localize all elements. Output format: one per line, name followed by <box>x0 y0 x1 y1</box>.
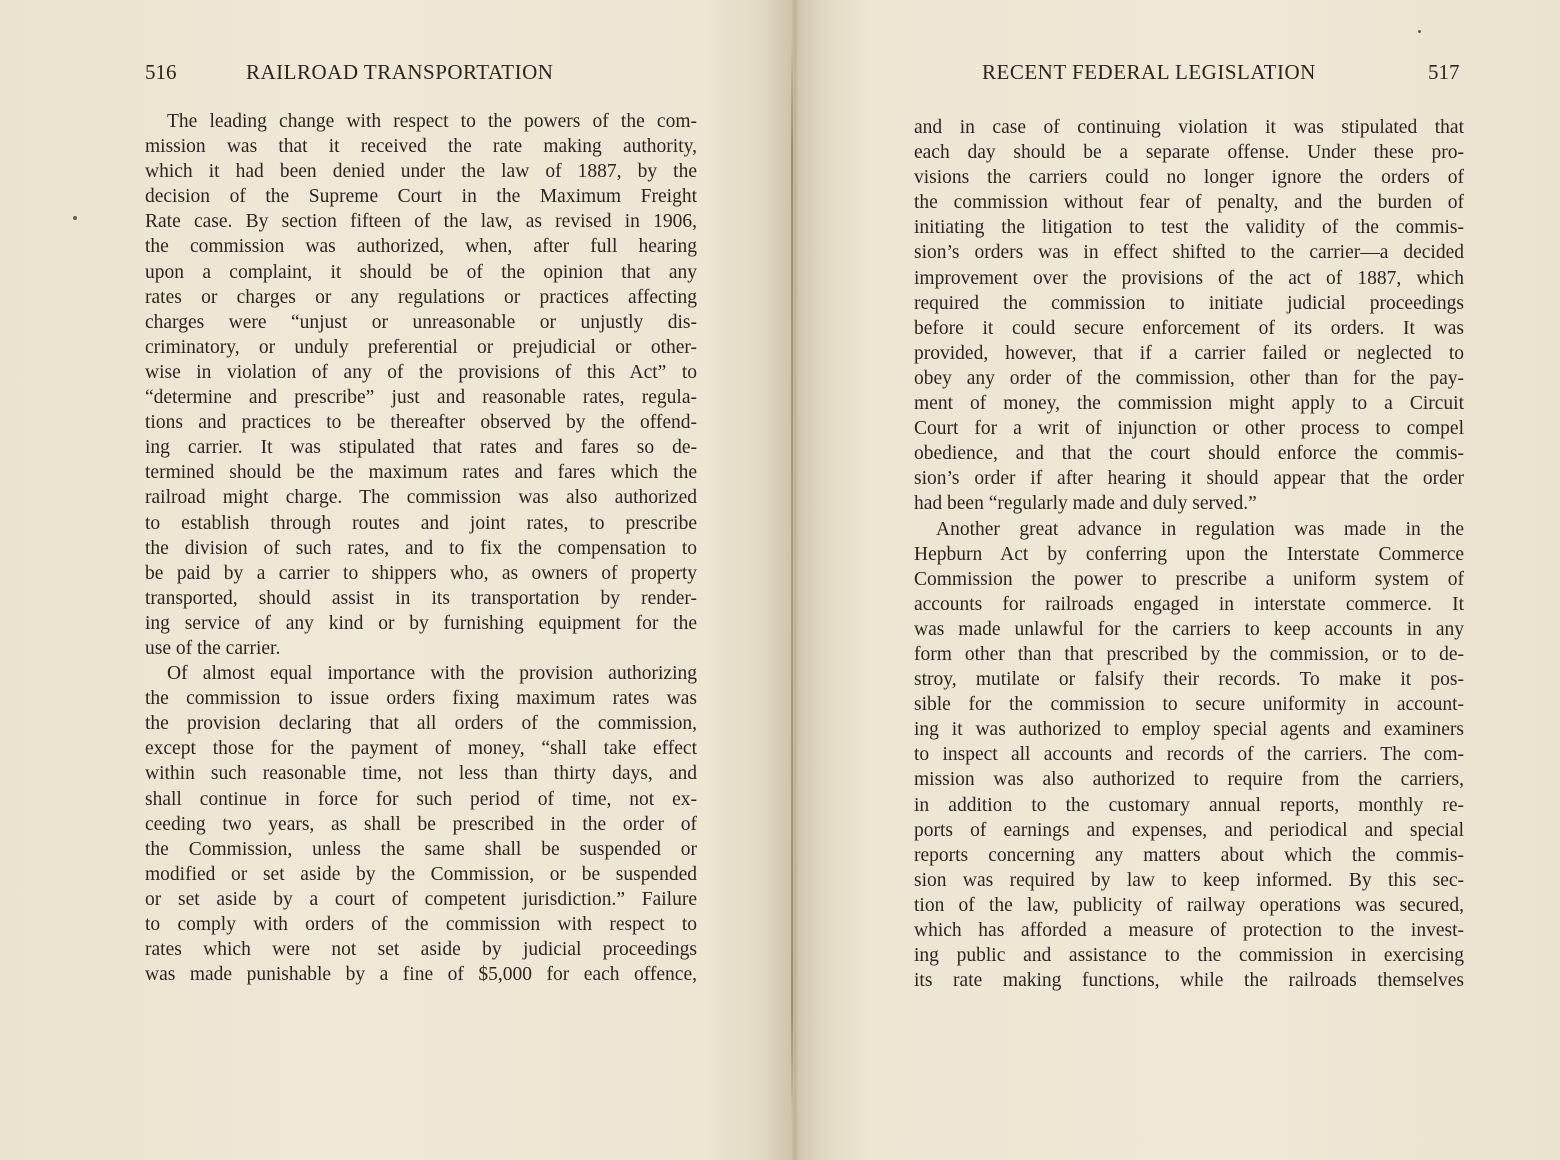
left-text-line: ceeding two years, as shall be prescribed in the order of <box>145 813 697 835</box>
right-text-line: sion’s order if after hearing it should appear that the order <box>914 468 1464 490</box>
right-text-line: before it could secure enforcement of its orders. It was <box>914 317 1464 339</box>
left-text-line: “determine and prescribe” just and reasonable rates, regula- <box>145 387 697 409</box>
right-text-line: each day should be a separate offense. Under these pro- <box>914 142 1464 164</box>
right-text-line: Commission the power to prescribe a uniform system of <box>914 568 1464 590</box>
left-text-line: mission was that it received the rate making authority, <box>145 136 697 158</box>
paper-speck <box>1418 30 1421 33</box>
right-text-line: reports concerning any matters about which the commis- <box>914 844 1464 866</box>
left-text-line: rates which were not set aside by judicial proceedings <box>145 939 697 961</box>
left-text-line: except those for the payment of money, “shall take effect <box>145 738 697 760</box>
right-text-line: provided, however, that if a carrier failed or neglected to <box>914 342 1464 364</box>
left-text-line: shall continue in force for such period of time, not ex- <box>145 788 697 810</box>
left-text-line: Of almost equal importance with the provision authorizing <box>167 663 697 685</box>
left-page-number: 516 <box>145 60 177 84</box>
left-text-line: ing service of any kind or by furnishing equipment for the <box>145 612 697 634</box>
right-text-line: sible for the commission to secure uniformity in account- <box>914 694 1464 716</box>
right-text-line: improvement over the provisions of the act of 1887, which <box>914 267 1464 289</box>
right-text-line: to inspect all accounts and records of the carriers. The com- <box>914 744 1464 766</box>
right-text-line: had been “regularly made and duly served.” <box>914 493 1257 515</box>
left-text-line: was made punishable by a fine of $5,000 for each offence, <box>145 964 697 986</box>
left-text-line: the division of such rates, and to fix the compensation to <box>145 537 697 559</box>
left-text-line: the provision declaring that all orders of the commission, <box>145 713 697 735</box>
right-text-line: which has afforded a measure of protection to the invest- <box>914 920 1464 941</box>
left-text-line: modified or set aside by the Commission, or be suspended <box>145 863 697 885</box>
right-text-line: ports of earnings and expenses, and periodical and special <box>914 819 1464 841</box>
right-page-number: 517 <box>1428 60 1460 84</box>
left-text-line: the Commission, unless the same shall be suspended or <box>145 838 697 860</box>
left-running-head: RAILROAD TRANSPORTATION <box>246 60 554 84</box>
right-text-line: the commission without fear of penalty, and the burden of <box>914 192 1464 214</box>
right-text-line: its rate making functions, while the railroads themselves <box>914 970 1464 992</box>
left-text-line: which it had been denied under the law of 1887, by the <box>145 161 697 183</box>
left-text-line: Rate case. By section fifteen of the law, as revised in 1906, <box>145 211 697 233</box>
left-page-body <box>145 109 697 987</box>
left-text-line: transported, should assist in its transportation by render- <box>145 587 697 609</box>
right-page-body <box>914 115 1464 993</box>
right-text-line: sion was required by law to keep informed. By this sec- <box>914 869 1464 891</box>
left-text-line: criminatory, or unduly preferential or prejudicial or other- <box>145 336 697 358</box>
right-text-line: required the commission to initiate judicial proceedings <box>914 292 1464 314</box>
left-text-line: rates or charges or any regulations or practices affecting <box>145 286 697 308</box>
left-text-line: tions and practices to be thereafter observed by the offend- <box>145 412 697 434</box>
left-text-line: or set aside by a court of competent jurisdiction.” Failure <box>145 888 697 910</box>
right-text-line: form other than that prescribed by the commission, or to de- <box>914 643 1464 665</box>
right-running-head: RECENT FEDERAL LEGISLATION <box>982 60 1316 84</box>
right-text-line: in addition to the customary annual reports, monthly re- <box>914 794 1464 816</box>
right-text-line: accounts for railroads engaged in interstate commerce. It <box>914 593 1464 615</box>
right-text-line: Hepburn Act by conferring upon the Interstate Commerce <box>914 543 1464 565</box>
left-text-line: termined should be the maximum rates and fares which the <box>145 462 697 484</box>
right-text-line: Court for a writ of injunction or other process to compel <box>914 418 1464 440</box>
right-text-line: and in case of continuing violation it was stipulated that <box>914 117 1464 138</box>
right-text-line: tion of the law, publicity of railway operations was secured, <box>914 894 1464 916</box>
left-text-line: use of the carrier. <box>145 637 281 659</box>
left-text-line: wise in violation of any of the provisions of this Act” to <box>145 361 697 383</box>
right-text-line: ment of money, the commission might apply to a Circuit <box>914 393 1464 415</box>
left-text-line: The leading change with respect to the powers of the com- <box>167 111 697 132</box>
left-text-line: be paid by a carrier to shippers who, as owners of property <box>145 562 697 584</box>
left-text-line: ing carrier. It was stipulated that rates and fares so de- <box>145 437 697 459</box>
right-text-line: obedience, and that the court should enforce the commis- <box>914 443 1464 465</box>
left-text-line: to comply with orders of the commission with respect to <box>145 914 697 935</box>
right-text-line: stroy, mutilate or falsify their records. To make it pos- <box>914 669 1464 691</box>
right-page <box>790 0 1560 1160</box>
right-text-line: ing it was authorized to employ special agents and examiners <box>914 719 1464 741</box>
right-text-line: was made unlawful for the carriers to keep accounts in any <box>914 618 1464 640</box>
right-text-line: ing public and assistance to the commission in exercising <box>914 945 1464 967</box>
left-text-line: decision of the Supreme Court in the Maximum Freight <box>145 186 697 208</box>
left-text-line: within such reasonable time, not less than thirty days, and <box>145 763 697 785</box>
right-text-line: Another great advance in regulation was made in the <box>936 518 1464 540</box>
paper-speck <box>73 216 77 220</box>
right-text-line: visions the carriers could no longer ignore the orders of <box>914 167 1464 189</box>
right-text-line: mission was also authorized to require from the carriers, <box>914 769 1464 791</box>
right-text-line: obey any order of the commission, other than for the pay- <box>914 367 1464 389</box>
right-text-line: sion’s orders was in effect shifted to the carrier—a decided <box>914 242 1464 264</box>
left-text-line: railroad might charge. The commission was also authorized <box>145 487 697 509</box>
left-text-line: upon a complaint, it should be of the opinion that any <box>145 261 697 283</box>
left-text-line: to establish through routes and joint rates, to prescribe <box>145 512 697 534</box>
left-text-line: charges were “unjust or unreasonable or unjustly dis- <box>145 311 697 333</box>
right-text-line: initiating the litigation to test the validity of the commis- <box>914 217 1464 239</box>
left-text-line: the commission was authorized, when, after full hearing <box>145 236 697 258</box>
left-text-line: the commission to issue orders fixing maximum rates was <box>145 688 697 710</box>
